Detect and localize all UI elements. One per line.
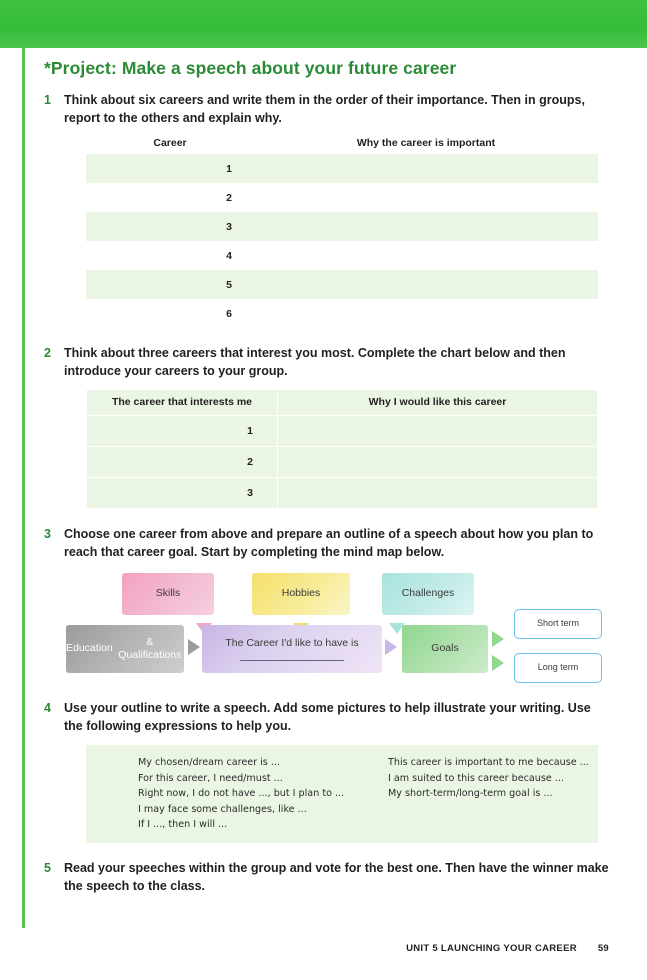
table-row[interactable]: [86, 241, 598, 270]
table2-header-reason: Why I would like this career: [278, 389, 598, 415]
table1-row-5-number: 5: [86, 270, 254, 299]
career-interest-table: [86, 389, 598, 509]
task-3: [44, 525, 609, 561]
mindmap-education-line-2: & Qualifications: [118, 635, 182, 661]
career-mind-map: [44, 571, 609, 699]
task-5-number: 5: [44, 860, 51, 875]
table1-row-4-reason[interactable]: [254, 241, 598, 270]
mindmap-node-hobbies[interactable]: Hobbies: [252, 573, 350, 615]
expression-right-2: I am suited to this career because ...: [388, 772, 564, 784]
task-2-text: Think about three careers that interest you most. Complete the chart below and then introduce your careers to your group.: [64, 346, 566, 379]
left-green-rule: [22, 48, 25, 928]
table2-row-1-number: 1: [87, 415, 278, 446]
task-1-number: 1: [44, 93, 51, 107]
mindmap-center-label: The Career I'd like to have is: [225, 636, 359, 649]
task-1: [44, 91, 609, 127]
table2-header-career: The career that interests me: [87, 389, 278, 415]
table1-row-2-number: 2: [86, 183, 254, 212]
expression-right-1: This career is important to me because ...: [388, 757, 589, 768]
table-row[interactable]: [86, 270, 598, 299]
mindmap-education-line-1: Education: [66, 642, 113, 655]
expressions-column-right: [388, 755, 598, 833]
task-2-number: 2: [44, 346, 51, 361]
mindmap-node-goals[interactable]: Goals: [402, 625, 488, 673]
task-4: [44, 699, 609, 735]
table1-header-row: [86, 133, 598, 154]
page-number: 59: [597, 943, 609, 954]
table-row[interactable]: [87, 446, 598, 477]
expression-left-2: For this career, I need/must ...: [138, 772, 283, 784]
mindmap-node-challenges[interactable]: Challenges: [382, 573, 474, 615]
table1-row-6-number: 6: [86, 299, 254, 328]
table-row[interactable]: [86, 154, 598, 183]
table1-row-1-number: 1: [86, 154, 254, 183]
expression-left-4: I may face some challenges, like ...: [138, 803, 307, 815]
mindmap-node-education[interactable]: [66, 625, 184, 673]
arrow-right-icon: [492, 655, 504, 671]
task-5: [44, 859, 609, 895]
arrow-right-icon: [492, 631, 504, 647]
table-row[interactable]: [87, 415, 598, 446]
table1-row-6-reason[interactable]: [254, 299, 598, 328]
table1-header-reason: Why the career is important: [356, 137, 496, 150]
table-row[interactable]: [87, 477, 598, 508]
mindmap-node-long-term[interactable]: Long term: [514, 653, 602, 683]
expression-left-5: If I ..., then I will ...: [138, 819, 228, 831]
mindmap-node-center[interactable]: [202, 625, 382, 673]
mindmap-node-short-term[interactable]: Short term: [514, 609, 602, 639]
expression-left-3: Right now, I do not have ..., but I plan to ...: [138, 788, 345, 800]
table1-row-4-number: 4: [86, 241, 254, 270]
table1-header-career: Career: [153, 137, 187, 150]
table2-row-2-reason[interactable]: [278, 446, 598, 477]
table1-row-3-reason[interactable]: [254, 212, 598, 241]
table1-row-5-reason[interactable]: [254, 270, 598, 299]
table2-row-1-reason[interactable]: [278, 415, 598, 446]
table-row[interactable]: [86, 183, 598, 212]
task-3-number: 3: [44, 526, 51, 541]
useful-expressions-box: [86, 745, 598, 843]
table2-header-row: [87, 389, 598, 415]
task-3-text: Choose one career from above and prepare an outline of a speech about how you plan to reach that career goal. Start by completing the mind map below.: [64, 526, 594, 559]
arrow-right-icon: [188, 639, 200, 655]
footer-unit-label: UNIT 5 LAUNCHING YOUR CAREER: [406, 943, 577, 954]
task-5-text: Read your speeches within the group and vote for the best one. Then have the winner make the speech to the class.: [64, 860, 609, 893]
page-title: *Project: Make a speech about your future career: [44, 58, 457, 78]
mindmap-node-skills[interactable]: Skills: [122, 573, 214, 615]
table1-row-3-number: 3: [86, 212, 254, 241]
expression-left-1: My chosen/dream career is ...: [138, 757, 280, 768]
top-green-banner: [0, 0, 647, 48]
table2-row-3-number: 3: [87, 477, 278, 508]
career-priority-table: [86, 133, 598, 328]
table2-row-3-reason[interactable]: [278, 477, 598, 508]
task-1-text: Think about six careers and write them in the order of their importance. Then in groups, report to the others and explain why.: [64, 93, 585, 126]
task-2: [44, 344, 609, 380]
task-4-text: Use your outline to write a speech. Add some pictures to help illustrate your writing. Use the following expressions to help you.: [64, 700, 591, 733]
table2-row-2-number: 2: [87, 446, 278, 477]
task-4-number: 4: [44, 700, 51, 715]
expressions-column-left: [138, 755, 388, 833]
arrow-right-icon: [385, 639, 397, 655]
table1-row-1-reason[interactable]: [254, 154, 598, 183]
page-content: [44, 58, 609, 901]
table-row[interactable]: [86, 212, 598, 241]
expression-right-3: My short-term/long-term goal is ...: [388, 788, 553, 800]
page-footer: [406, 943, 609, 954]
mindmap-center-blank-line[interactable]: [240, 652, 344, 661]
table-row[interactable]: [86, 299, 598, 328]
table1-row-2-reason[interactable]: [254, 183, 598, 212]
